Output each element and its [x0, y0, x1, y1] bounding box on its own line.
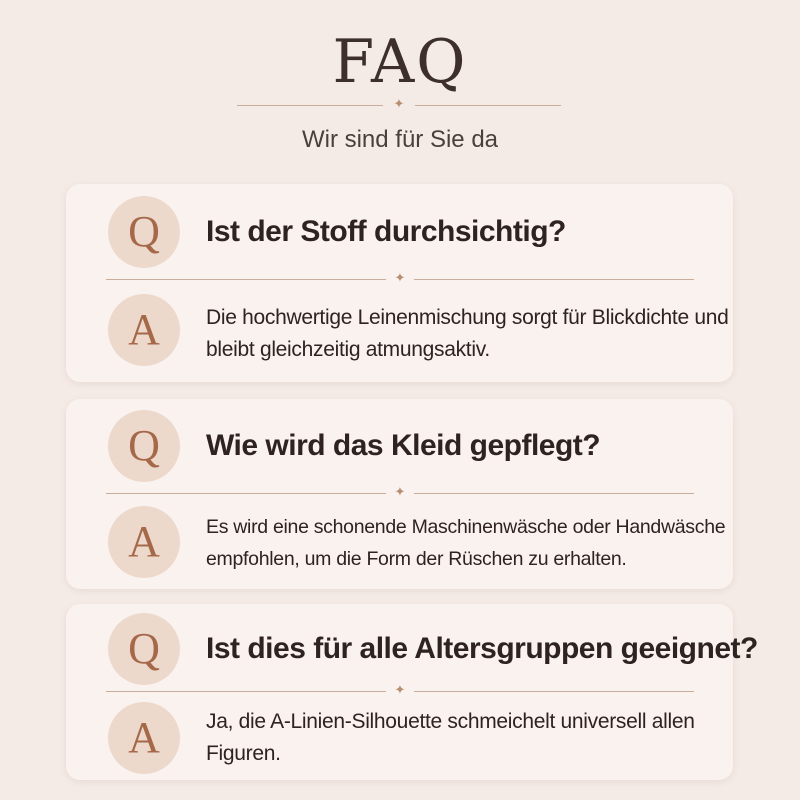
question-badge: Q: [108, 410, 180, 482]
diamond-sparkle-icon: ✦: [393, 97, 405, 112]
page-title: FAQ: [332, 27, 468, 97]
diamond-sparkle-icon: ✦: [394, 271, 406, 286]
diamond-sparkle-icon: ✦: [394, 683, 406, 698]
answer-text: Ja, die A-Linien-Silhouette schmeichelt universell allen Figuren.: [206, 710, 695, 765]
title-divider: [237, 98, 561, 112]
divider-line-right: [414, 493, 694, 494]
answer-badge: A: [108, 702, 180, 774]
question-badge: Q: [108, 613, 180, 685]
qa-divider: [106, 272, 694, 286]
answer-text: Es wird eine schonende Maschinenwäsche oder Handwäsche empfohlen, um die Form der Rüschen zu erhalten.: [206, 516, 726, 570]
qa-divider: [106, 486, 694, 500]
page-subtitle: Wir sind für Sie da: [301, 126, 499, 153]
divider-line-left: [106, 493, 386, 494]
question-text: Ist der Stoff durchsichtig?: [206, 215, 566, 248]
divider-line-right: [414, 279, 694, 280]
diamond-sparkle-icon: ✦: [394, 485, 406, 500]
qa-divider: [106, 684, 694, 698]
answer-text: Die hochwertige Leinenmischung sorgt für Blickdichte und bleibt gleichzeitig atmungsaktiv.: [206, 306, 729, 361]
answer-badge: A: [108, 506, 180, 578]
divider-line-left: [106, 279, 386, 280]
divider-line-right: [414, 691, 694, 692]
question-text: Wie wird das Kleid gepflegt?: [206, 429, 601, 462]
question-badge: Q: [108, 196, 180, 268]
question-text: Ist dies für alle Altersgruppen geeignet?: [206, 632, 758, 665]
divider-line-left: [106, 691, 386, 692]
answer-badge: A: [108, 294, 180, 366]
divider-line-right: [415, 105, 561, 106]
divider-line-left: [237, 105, 383, 106]
